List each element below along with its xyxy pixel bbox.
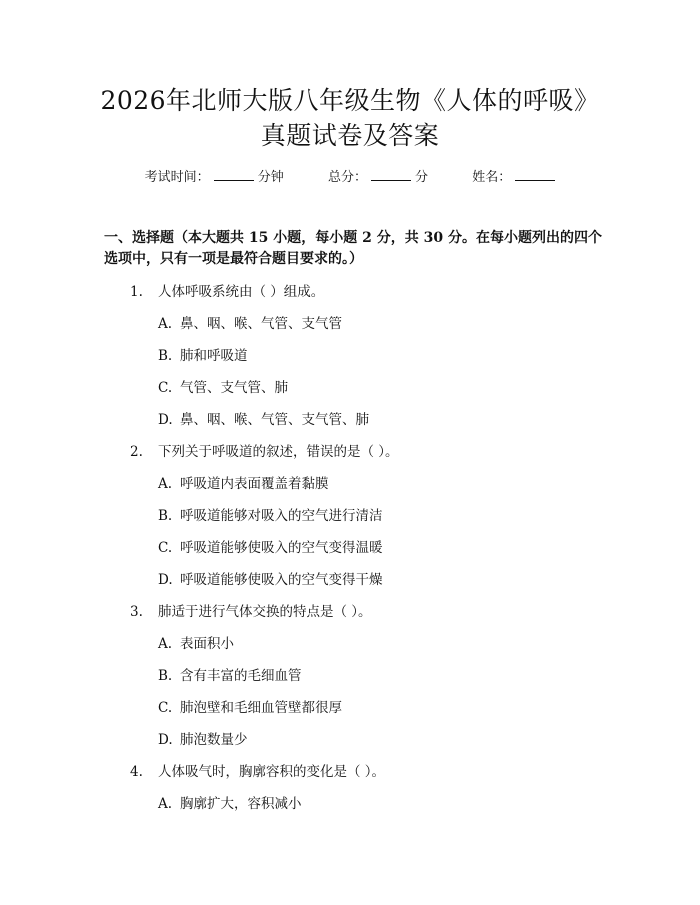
- option-letter: A.: [158, 316, 173, 332]
- option-text: 鼻、咽、喉、气管、支气管、肺: [180, 412, 369, 428]
- option-letter: B.: [158, 508, 173, 524]
- time-label: 考试时间：: [144, 170, 210, 185]
- option-text: 肺泡数量少: [180, 732, 248, 748]
- option-text: 呼吸道内表面覆盖着黏膜: [180, 476, 329, 492]
- option-3c: [158, 698, 342, 718]
- section-heading: 一、选择题（本大题共 15 小题，每小题 2 分，共 30 分。在每小题列出的四个选项中，只有一项是最符合题目要求的。）: [104, 230, 602, 267]
- option-3b: [158, 666, 302, 686]
- score-label: 总分：: [327, 170, 367, 185]
- option-letter: B.: [158, 348, 173, 364]
- option-2c: [158, 538, 383, 558]
- document-title-line1: 2026年北师大版八年级生物《人体的呼吸》: [100, 86, 600, 115]
- option-letter: C.: [158, 700, 173, 716]
- score-blank: [371, 168, 411, 181]
- question-number: 1.: [130, 284, 143, 300]
- option-3d: [158, 730, 248, 750]
- option-text: 胸廓扩大，容积减小: [180, 796, 302, 812]
- option-text: 呼吸道能够使吸入的空气变得温暖: [180, 540, 383, 556]
- question-number: 2.: [130, 444, 143, 460]
- option-2a: [158, 474, 329, 494]
- option-text: 鼻、咽、喉、气管、支气管: [180, 316, 342, 332]
- option-4a: [158, 794, 302, 814]
- option-2d: [158, 570, 383, 590]
- question-stem: 肺适于进行气体交换的特点是（ ）。: [158, 604, 372, 620]
- time-blank: [214, 168, 254, 181]
- question-number: 4.: [130, 764, 143, 780]
- exam-meta: [0, 168, 700, 188]
- question-3: [130, 602, 372, 622]
- option-text: 表面积小: [180, 636, 234, 652]
- option-text: 肺泡壁和毛细血管壁都很厚: [180, 700, 342, 716]
- score-unit: 分: [415, 170, 429, 185]
- time-unit: 分钟: [257, 170, 284, 185]
- option-letter: D.: [158, 572, 173, 588]
- option-1a: [158, 314, 342, 334]
- option-letter: A.: [158, 636, 173, 652]
- question-2: [130, 442, 399, 462]
- option-letter: A.: [158, 476, 173, 492]
- option-text: 肺和呼吸道: [180, 348, 248, 364]
- document-title-line2: 真题试卷及答案: [260, 121, 440, 150]
- question-stem: 下列关于呼吸道的叙述，错误的是（ ）。: [158, 444, 399, 460]
- option-text: 含有丰富的毛细血管: [180, 668, 302, 684]
- option-letter: B.: [158, 668, 173, 684]
- option-1b: [158, 346, 248, 366]
- option-letter: C.: [158, 380, 173, 396]
- option-letter: D.: [158, 732, 173, 748]
- name-label: 姓名：: [472, 170, 512, 185]
- option-3a: [158, 634, 234, 654]
- question-number: 3.: [130, 604, 143, 620]
- option-letter: D.: [158, 412, 173, 428]
- option-text: 气管、支气管、肺: [180, 380, 288, 396]
- question-4: [130, 762, 385, 782]
- name-blank: [515, 168, 555, 181]
- option-2b: [158, 506, 383, 526]
- option-letter: C.: [158, 540, 173, 556]
- question-stem: 人体呼吸系统由（ ）组成。: [158, 284, 325, 300]
- option-1c: [158, 378, 288, 398]
- question-1: [130, 282, 324, 302]
- option-1d: [158, 410, 369, 430]
- option-letter: A.: [158, 796, 173, 812]
- question-stem: 人体吸气时，胸廓容积的变化是（ ）。: [158, 764, 386, 780]
- option-text: 呼吸道能够对吸入的空气进行清洁: [180, 508, 383, 524]
- option-text: 呼吸道能够使吸入的空气变得干燥: [180, 572, 383, 588]
